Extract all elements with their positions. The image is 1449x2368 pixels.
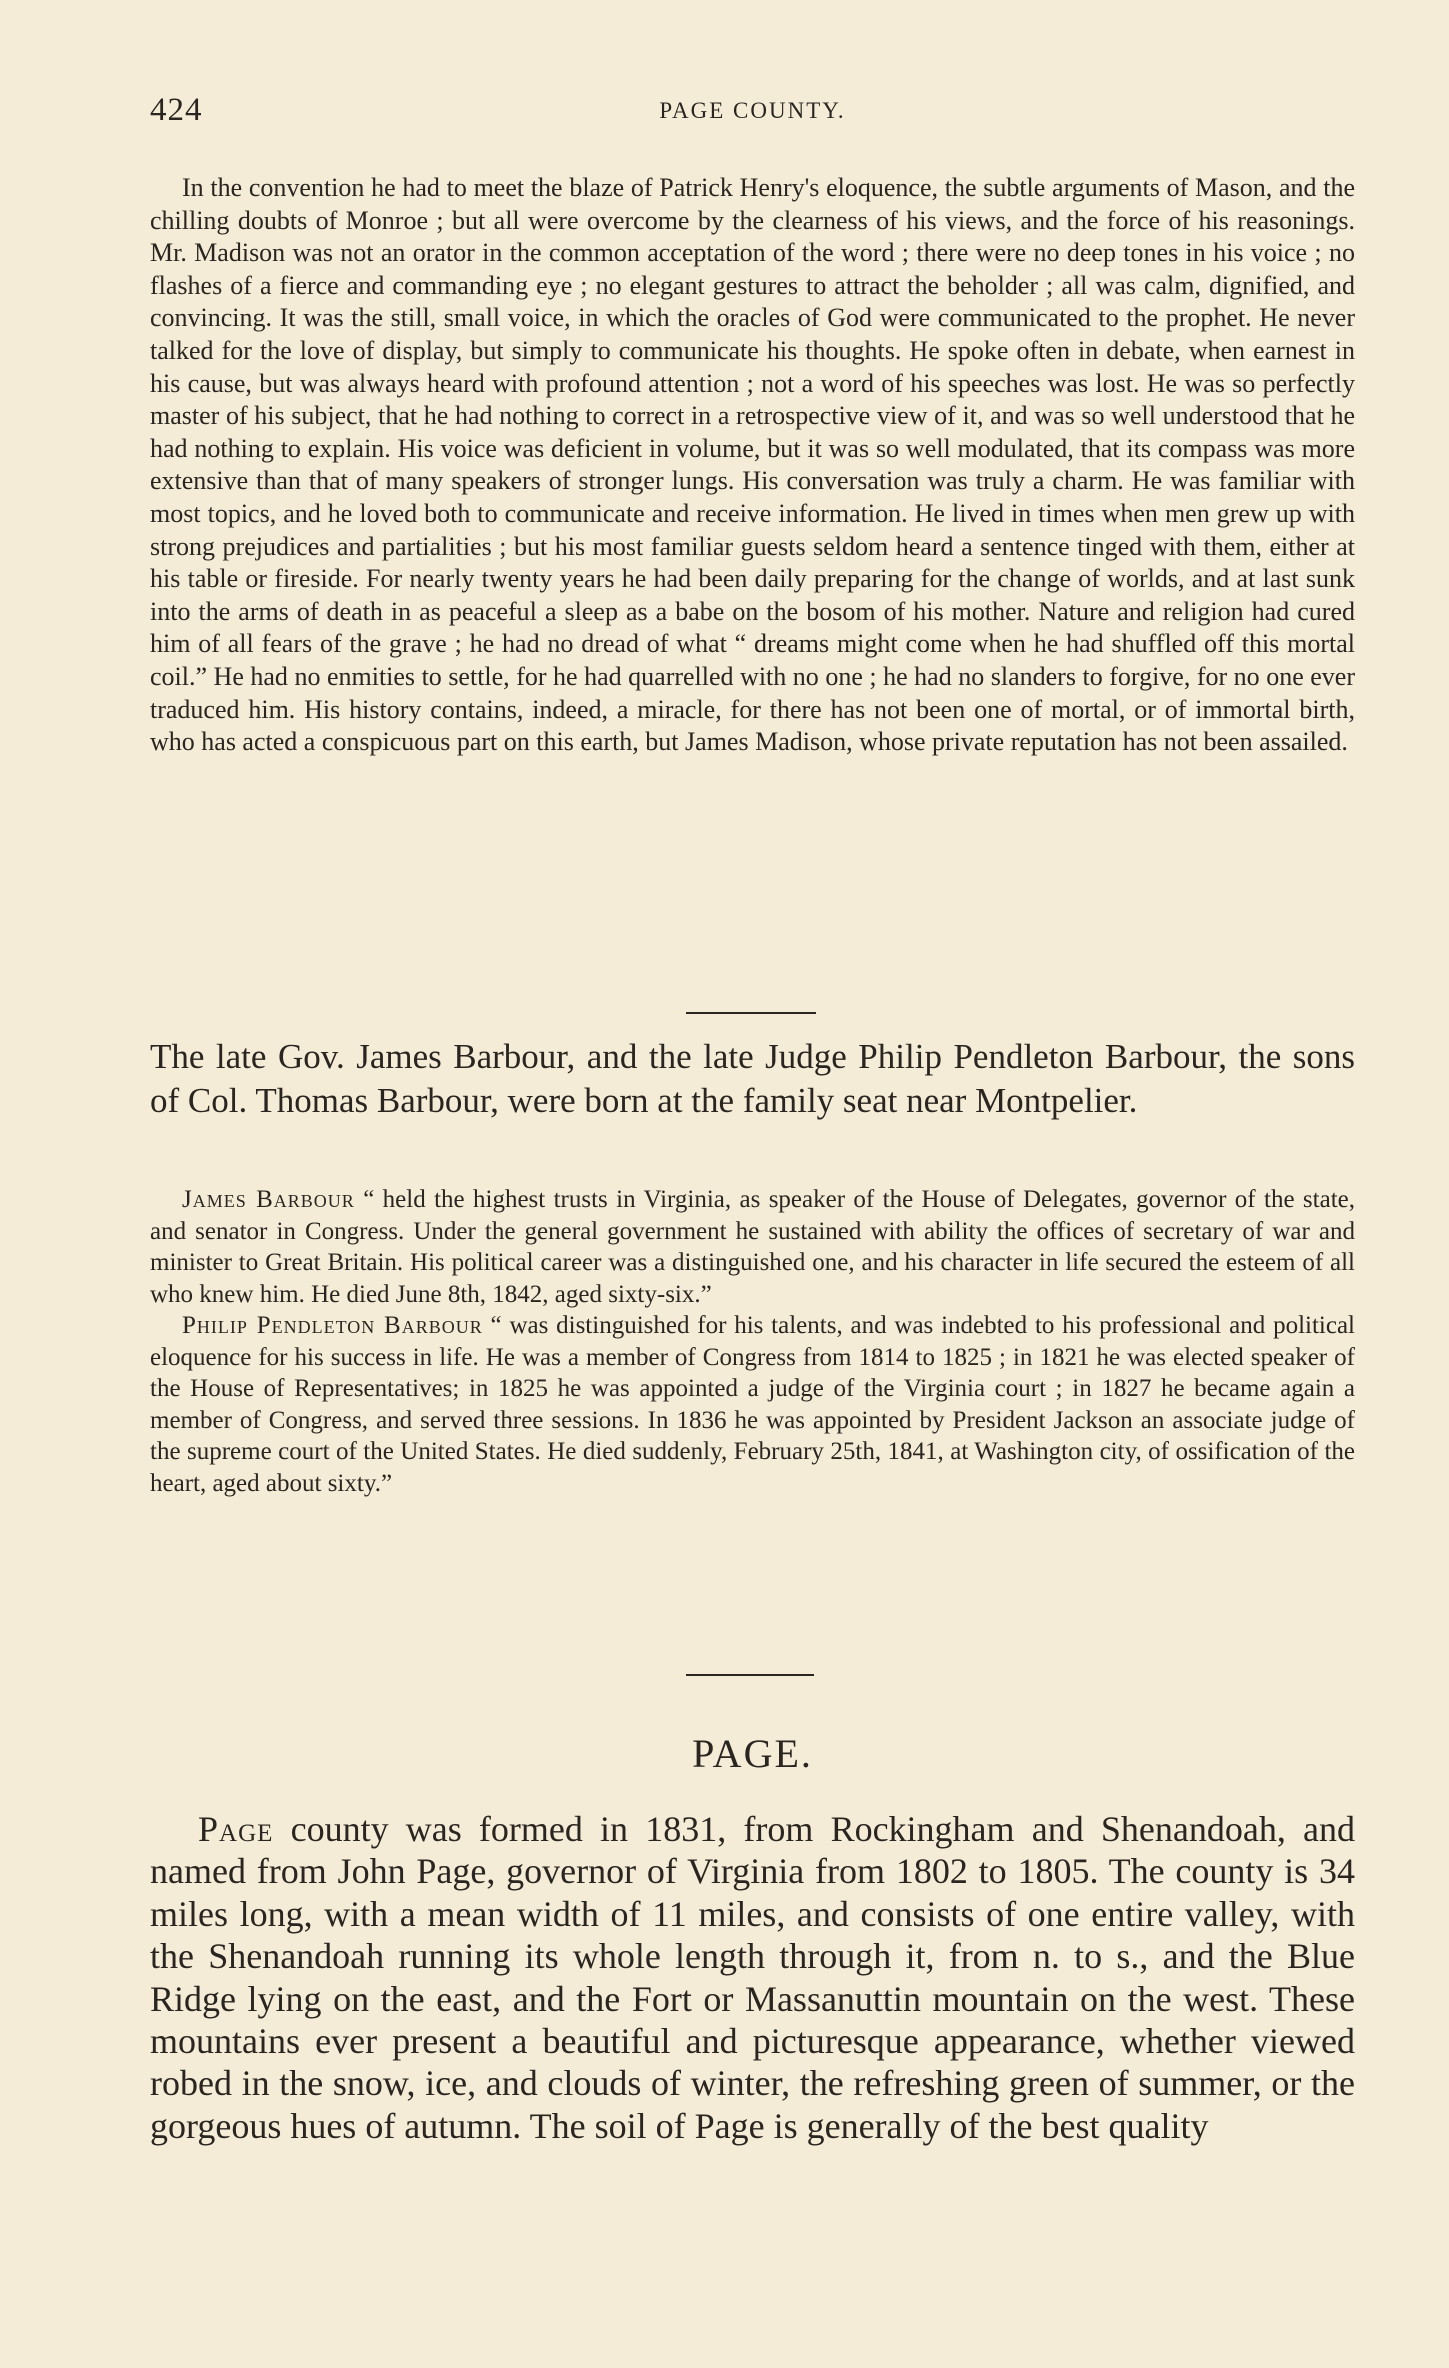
running-title: PAGE COUNTY.: [659, 98, 846, 123]
page-county-paragraph: [150, 1808, 1355, 2147]
james-barbour-name: James Barbour: [182, 1186, 355, 1213]
page-county-text: county was formed in 1831, from Rockingham and Shenandoah, and named from John Page, governor of Virginia from 1802 to 1805. The county is 34 miles long, with a mean width of 11 miles, and consists of one entire valley, with the Shenandoah running its whole length through it, from n. to s., and the Blue Ridge lying on the east, and the Fort or Massanuttin mountain on the west. These mountains ever present a beautiful and picturesque appearance, whether viewed robed in the snow, ice, and clouds of winter, the refreshing green of summer, or the gorgeous hues of autumn. The soil of Page is generally of the best quality: [150, 1809, 1355, 2146]
james-barbour-paragraph: [150, 1184, 1355, 1310]
page-number: 424: [150, 92, 203, 128]
madison-paragraph: In the convention he had to meet the blaze of Patrick Henry's eloquence, the subtle arguments of Mason, and the chilling doubts of Monroe ; but all were overcome by the clearness of his views, and the force of his reasonings. Mr. Madison was not an orator in the common acceptation of the word ; there were no deep tones in his voice ; no flashes of a fierce and commanding eye ; no elegant gestures to attract the beholder ; all was calm, dignified, and convincing. It was the still, small voice, in which the oracles of God were communicated to the prophet. He never talked for the love of display, but simply to communicate his thoughts. He spoke often in debate, when earnest in his cause, but was always heard with profound attention ; not a word of his speeches was lost. He was so perfectly master of his subject, that he had nothing to correct in a retrospective view of it, and was so well understood that he had nothing to explain. His voice was deficient in volume, but it was so well modulated, that its compass was more extensive than that of many speakers of stronger lungs. His conversation was truly a charm. He was familiar with most topics, and he loved both to communicate and receive information. He lived in times when men grew up with strong prejudices and partialities ; but his most familiar guests seldom heard a sentence tinged with them, either at his table or fireside. For nearly twenty years he had been daily preparing for the change of worlds, and at last sunk into the arms of death in as peaceful a sleep as a babe on the bosom of his mother. Nature and religion had cured him of all fears of the grave ; he had no dread of what “ dreams might come when he had shuffled off this mortal coil.” He had no enmities to settle, for he had quarrelled with no one ; he had no slanders to forgive, for no one ever traduced him. His history contains, indeed, a miracle, for there has not been one of mortal, or of immortal birth, who has acted a conspicuous part on this earth, but James Madison, whose private reputation has not been assailed.: [150, 173, 1355, 757]
philip-barbour-text: “ was distinguished for his talents, and was indebted to his professional and political eloquence for his success in life. He was a member of Congress from 1814 to 1825 ; in 1821 he was elected speaker of the House of Representatives; in 1825 he was appointed a judge of the Virginia court ; in 1827 he became again a member of Congress, and served three sessions. In 1836 he was appointed by President Jackson an associate judge of the supreme court of the United States. He died suddenly, February 25th, 1841, at Washington city, of ossification of the heart, aged about sixty.”: [150, 1312, 1355, 1497]
section-divider: [686, 1674, 814, 1676]
page-county-lead-word: Page: [198, 1809, 274, 1849]
section-heading: PAGE.: [692, 1731, 813, 1776]
james-barbour-text: “ held the highest trusts in Virginia, as speaker of the House of Delegates, governor of the state, and senator in Congress. Under the general government he sustained with ability the offices of secretary of war and minister to Great Britain. His political career was a distinguished one, and his character in life secured the esteem of all who knew him. He died June 8th, 1842, aged sixty-six.”: [150, 1186, 1355, 1308]
barbour-lead-paragraph: The late Gov. James Barbour, and the late Judge Philip Pendleton Barbour, the sons of Col. Thomas Barbour, were born at the family seat near Montpelier.: [150, 1037, 1355, 1120]
philip-barbour-paragraph: [150, 1310, 1355, 1499]
philip-barbour-name: Philip Pendleton Barbour: [182, 1312, 483, 1339]
running-head: [150, 92, 1355, 132]
section-divider: [686, 1012, 816, 1014]
barbour-biographies: [150, 1184, 1355, 1499]
